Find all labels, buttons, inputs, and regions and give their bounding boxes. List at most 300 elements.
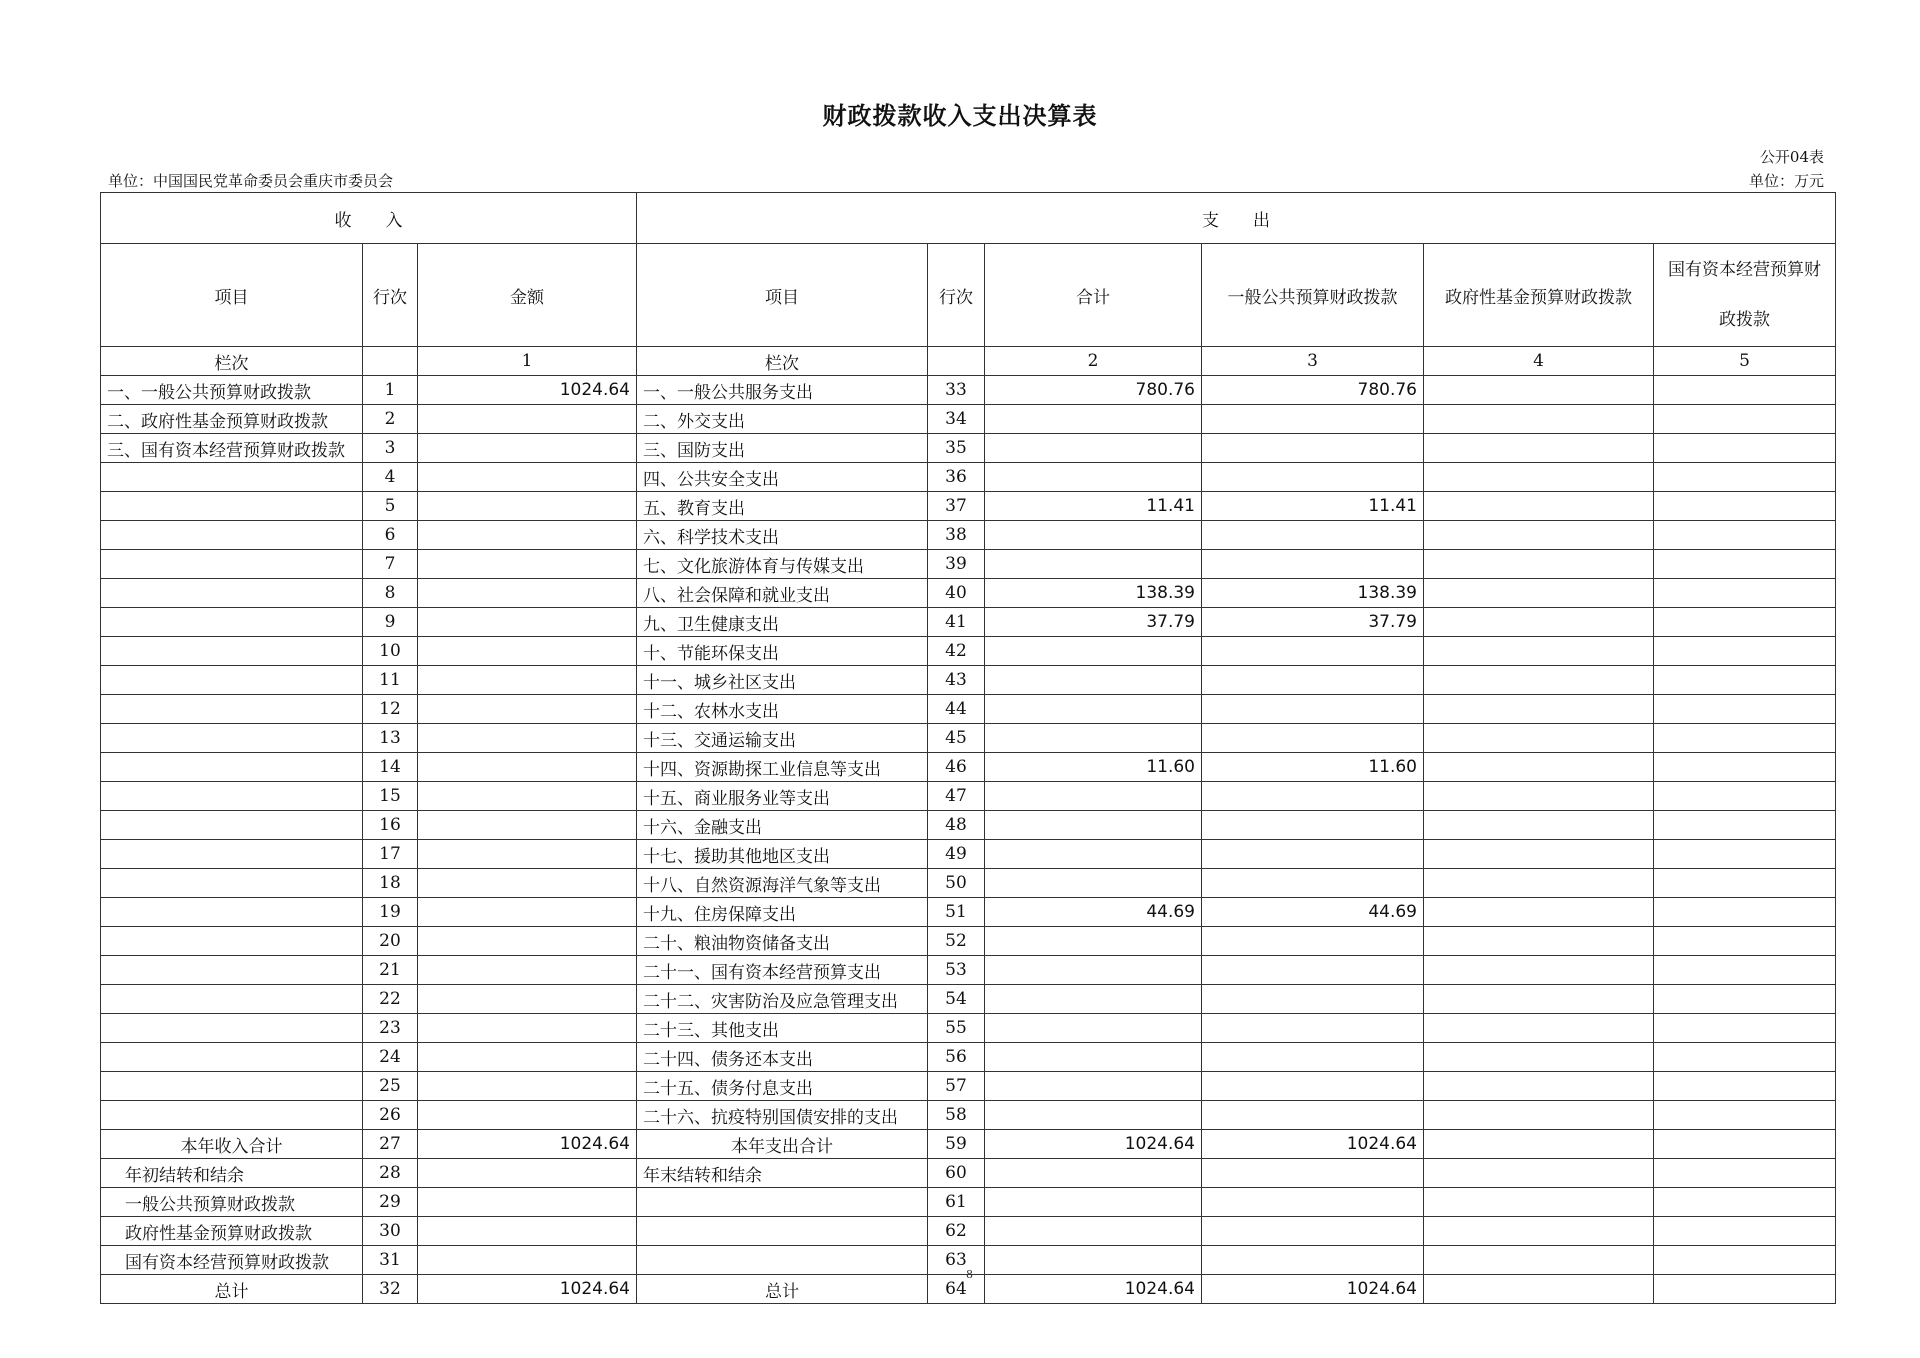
expense-line-cell: 60 [928,1159,985,1188]
expense-item-cell: 十、节能环保支出 [637,637,928,666]
expense-item-cell: 十六、金融支出 [637,811,928,840]
expense-item-cell: 一、一般公共服务支出 [637,376,928,405]
soe-budget-cell [1654,550,1836,579]
income-item-cell [101,985,363,1014]
income-item-cell: 一、一般公共预算财政拨款 [101,376,363,405]
soe-budget-cell [1654,956,1836,985]
general-budget-cell [1202,782,1424,811]
soe-budget-cell [1654,1217,1836,1246]
expense-line-cell: 36 [928,463,985,492]
fund-budget-cell [1424,1043,1654,1072]
income-line-cell: 20 [363,927,418,956]
soe-budget-cell [1654,1159,1836,1188]
income-line-cell: 15 [363,782,418,811]
expense-line-cell: 48 [928,811,985,840]
income-amount-cell [418,1246,637,1275]
income-amount-cell [418,956,637,985]
general-budget-cell [1202,1101,1424,1130]
total-cell [985,1159,1202,1188]
table-row [101,579,1836,608]
income-line-cell: 27 [363,1130,418,1159]
expense-item-cell: 年末结转和结余 [637,1159,928,1188]
soe-budget-cell [1654,840,1836,869]
expense-item-cell: 四、公共安全支出 [637,463,928,492]
appropriation-table [100,192,1836,1304]
expense-line-cell: 56 [928,1043,985,1072]
expense-item-cell: 十三、交通运输支出 [637,724,928,753]
general-budget-cell [1202,1072,1424,1101]
income-line-cell: 1 [363,376,418,405]
fund-budget-cell [1424,782,1654,811]
fund-budget-cell [1424,927,1654,956]
table-row [101,637,1836,666]
income-item-cell [101,463,363,492]
income-line-cell: 17 [363,840,418,869]
income-line-cell: 10 [363,637,418,666]
soe-budget-cell [1654,1014,1836,1043]
expense-item-cell [637,1217,928,1246]
expense-line-cell: 58 [928,1101,985,1130]
fund-budget-cell [1424,898,1654,927]
income-line-cell: 4 [363,463,418,492]
income-item-cell [101,1101,363,1130]
table-row [101,1043,1836,1072]
fund-budget-cell [1424,550,1654,579]
income-item-cell [101,608,363,637]
expense-line-cell: 59 [928,1130,985,1159]
income-amount-cell [418,463,637,492]
expense-item-cell: 二十五、债务付息支出 [637,1072,928,1101]
income-amount-cell [418,666,637,695]
page-title: 财政拨款收入支出决算表 [822,101,1098,130]
summary-row [101,1188,1836,1217]
general-budget-cell [1202,1043,1424,1072]
income-line-cell: 22 [363,985,418,1014]
income-item-cell [101,1014,363,1043]
income-line-cell: 3 [363,434,418,463]
total-cell [985,405,1202,434]
fund-budget-cell [1424,956,1654,985]
table-row [101,869,1836,898]
soe-budget-cell [1654,724,1836,753]
table-row [101,521,1836,550]
total-cell [985,724,1202,753]
total-cell: 1024.64 [985,1275,1202,1304]
general-budget-cell [1202,637,1424,666]
income-amount-cell [418,550,637,579]
income-line-cell: 6 [363,521,418,550]
general-budget-cell [1202,1246,1424,1275]
income-amount-cell [418,1014,637,1043]
general-budget-header: 一般公共预算财政拨款 [1202,244,1424,347]
fund-budget-cell [1424,376,1654,405]
expense-line-cell: 52 [928,927,985,956]
income-item-cell [101,840,363,869]
table-row [101,811,1836,840]
total-cell [985,550,1202,579]
total-cell: 11.41 [985,492,1202,521]
income-line-cell: 19 [363,898,418,927]
income-line-cell: 5 [363,492,418,521]
income-item-cell [101,898,363,927]
soe-budget-cell [1654,1188,1836,1217]
expense-line-cell: 61 [928,1188,985,1217]
expense-line-cell: 54 [928,985,985,1014]
expense-item-cell: 二十一、国有资本经营预算支出 [637,956,928,985]
income-item-cell [101,579,363,608]
income-item-cell: 二、政府性基金预算财政拨款 [101,405,363,434]
expense-line-cell: 40 [928,579,985,608]
table-row [101,985,1836,1014]
general-budget-cell: 780.76 [1202,376,1424,405]
fund-budget-cell [1424,840,1654,869]
soe-budget-cell [1654,637,1836,666]
income-item-cell: 一般公共预算财政拨款 [101,1188,363,1217]
expense-line-cell: 63 [928,1246,985,1275]
expense-line-cell: 39 [928,550,985,579]
total-cell [985,1188,1202,1217]
summary-row [101,1130,1836,1159]
expense-line-cell: 64 [928,1275,985,1304]
table-row [101,1014,1836,1043]
total-cell [985,666,1202,695]
table-row [101,434,1836,463]
form-code: 公开04表 [1759,148,1824,166]
income-amount-cell: 1024.64 [418,1130,637,1159]
expense-line-cell: 53 [928,956,985,985]
expense-line-cell: 47 [928,782,985,811]
income-line-cell: 25 [363,1072,418,1101]
expense-item-cell: 二十四、债务还本支出 [637,1043,928,1072]
income-amount-cell [418,898,637,927]
expense-line-cell: 33 [928,376,985,405]
fund-budget-cell [1424,869,1654,898]
income-amount-cell [418,579,637,608]
table-row [101,405,1836,434]
soe-budget-cell [1654,811,1836,840]
table-row [101,1101,1836,1130]
column-index-fund: 4 [1424,347,1654,376]
income-amount-cell [418,782,637,811]
expense-line-cell: 38 [928,521,985,550]
general-budget-cell: 138.39 [1202,579,1424,608]
income-item-cell [101,492,363,521]
soe-budget-cell [1654,492,1836,521]
soe-budget-cell [1654,463,1836,492]
income-item-cell [101,666,363,695]
soe-budget-cell [1654,521,1836,550]
total-cell: 1024.64 [985,1130,1202,1159]
total-cell [985,521,1202,550]
fund-budget-cell [1424,811,1654,840]
general-budget-cell [1202,550,1424,579]
expense-line-cell: 45 [928,724,985,753]
expense-line-header: 行次 [928,244,985,347]
table-row [101,840,1836,869]
table-row [101,782,1836,811]
income-item-cell [101,811,363,840]
income-line-cell: 21 [363,956,418,985]
general-budget-cell [1202,666,1424,695]
total-cell [985,927,1202,956]
total-cell [985,434,1202,463]
income-amount-cell [418,1159,637,1188]
total-cell [985,1014,1202,1043]
income-item-cell [101,521,363,550]
fund-budget-cell [1424,753,1654,782]
general-budget-cell [1202,695,1424,724]
table-row [101,492,1836,521]
income-amount-cell [418,608,637,637]
table-row [101,724,1836,753]
total-cell: 780.76 [985,376,1202,405]
income-amount-cell [418,753,637,782]
total-cell [985,695,1202,724]
income-item-cell [101,1043,363,1072]
income-item-cell: 本年收入合计 [101,1130,363,1159]
table-row [101,463,1836,492]
expense-item-cell: 八、社会保障和就业支出 [637,579,928,608]
fund-budget-cell [1424,405,1654,434]
income-amount-cell [418,985,637,1014]
column-index-label-left: 栏次 [101,347,363,376]
fund-budget-cell [1424,1101,1654,1130]
expense-item-cell: 二十二、灾害防治及应急管理支出 [637,985,928,1014]
soe-budget-cell [1654,376,1836,405]
table-row [101,1072,1836,1101]
expense-line-cell: 49 [928,840,985,869]
expense-item-cell: 十九、住房保障支出 [637,898,928,927]
expense-item-cell: 十八、自然资源海洋气象等支出 [637,869,928,898]
income-section-header: 收 入 [101,193,637,244]
fund-budget-cell [1424,1072,1654,1101]
column-index-income-amount: 1 [418,347,637,376]
general-budget-cell [1202,405,1424,434]
soe-budget-cell [1654,695,1836,724]
expense-line-cell: 41 [928,608,985,637]
soe-budget-cell [1654,753,1836,782]
income-item-header: 项目 [101,244,363,347]
expense-line-cell: 34 [928,405,985,434]
total-cell [985,1101,1202,1130]
table-row [101,376,1836,405]
fund-budget-cell [1424,1130,1654,1159]
soe-budget-cell [1654,898,1836,927]
total-cell [985,1217,1202,1246]
total-cell: 138.39 [985,579,1202,608]
income-item-cell [101,869,363,898]
table-row [101,927,1836,956]
fund-budget-cell [1424,637,1654,666]
general-budget-cell [1202,1159,1424,1188]
income-line-cell: 31 [363,1246,418,1275]
income-amount-cell [418,1188,637,1217]
income-amount-cell [418,695,637,724]
general-budget-cell: 44.69 [1202,898,1424,927]
income-line-cell: 16 [363,811,418,840]
soe-budget-cell [1654,782,1836,811]
expense-item-cell: 二十、粮油物资储备支出 [637,927,928,956]
expense-item-cell: 七、文化旅游体育与传媒支出 [637,550,928,579]
general-budget-cell [1202,724,1424,753]
general-budget-cell [1202,927,1424,956]
column-index-label-right: 栏次 [637,347,928,376]
general-budget-cell [1202,811,1424,840]
general-budget-cell [1202,1014,1424,1043]
total-cell [985,463,1202,492]
expense-line-cell: 62 [928,1217,985,1246]
income-line-cell: 7 [363,550,418,579]
table-row [101,550,1836,579]
total-cell [985,869,1202,898]
fund-budget-header: 政府性基金预算财政拨款 [1424,244,1654,347]
expense-item-cell: 二十三、其他支出 [637,1014,928,1043]
expense-line-cell: 51 [928,898,985,927]
income-item-cell [101,927,363,956]
general-budget-cell [1202,869,1424,898]
total-header: 合计 [985,244,1202,347]
income-item-cell [101,724,363,753]
soe-budget-cell [1654,927,1836,956]
income-line-cell: 23 [363,1014,418,1043]
column-index-empty [363,347,418,376]
income-item-cell [101,753,363,782]
fund-budget-cell [1424,666,1654,695]
expense-item-cell: 十一、城乡社区支出 [637,666,928,695]
expense-item-cell: 本年支出合计 [637,1130,928,1159]
soe-budget-cell [1654,434,1836,463]
general-budget-cell [1202,840,1424,869]
income-amount-cell [418,637,637,666]
income-amount-cell: 1024.64 [418,1275,637,1304]
income-line-cell: 12 [363,695,418,724]
soe-budget-header: 国有资本经营预算财政拨款 [1654,244,1836,347]
income-line-cell: 14 [363,753,418,782]
income-amount-header: 金额 [418,244,637,347]
general-budget-cell [1202,1217,1424,1246]
soe-budget-cell [1654,579,1836,608]
general-budget-cell: 1024.64 [1202,1130,1424,1159]
general-budget-cell [1202,985,1424,1014]
income-amount-cell [418,811,637,840]
expense-line-cell: 44 [928,695,985,724]
income-line-cell: 9 [363,608,418,637]
fund-budget-cell [1424,1014,1654,1043]
total-cell: 37.79 [985,608,1202,637]
table-row [101,956,1836,985]
total-cell [985,811,1202,840]
income-amount-cell [418,1043,637,1072]
expense-line-cell: 37 [928,492,985,521]
income-line-cell: 13 [363,724,418,753]
column-index-soe: 5 [1654,347,1836,376]
general-budget-cell [1202,521,1424,550]
total-cell [985,637,1202,666]
income-amount-cell: 1024.64 [418,376,637,405]
expense-item-cell: 十四、资源勘探工业信息等支出 [637,753,928,782]
income-amount-cell [418,1217,637,1246]
income-line-cell: 24 [363,1043,418,1072]
income-amount-cell [418,724,637,753]
soe-budget-cell [1654,1101,1836,1130]
fund-budget-cell [1424,1217,1654,1246]
income-amount-cell [418,405,637,434]
expense-item-cell: 五、教育支出 [637,492,928,521]
expense-item-cell: 二十六、抗疫特别国债安排的支出 [637,1101,928,1130]
expense-line-cell: 57 [928,1072,985,1101]
income-item-cell [101,782,363,811]
income-amount-cell [418,1072,637,1101]
unit-label: 单位：万元 [1748,172,1824,190]
expense-item-cell: 总计 [637,1275,928,1304]
table-row [101,666,1836,695]
total-cell [985,985,1202,1014]
expense-item-cell: 三、国防支出 [637,434,928,463]
income-item-cell: 国有资本经营预算财政拨款 [101,1246,363,1275]
expense-item-cell: 九、卫生健康支出 [637,608,928,637]
expense-item-cell [637,1246,928,1275]
column-index-total: 2 [985,347,1202,376]
total-cell [985,1246,1202,1275]
soe-budget-cell [1654,985,1836,1014]
fund-budget-cell [1424,434,1654,463]
general-budget-cell: 11.41 [1202,492,1424,521]
total-cell [985,782,1202,811]
fund-budget-cell [1424,579,1654,608]
general-budget-cell [1202,463,1424,492]
column-header-row [101,244,1836,347]
expense-item-cell: 十七、援助其他地区支出 [637,840,928,869]
income-line-cell: 26 [363,1101,418,1130]
soe-budget-cell [1654,405,1836,434]
page-number: 8 [966,1268,973,1281]
income-amount-cell [418,927,637,956]
summary-row [101,1217,1836,1246]
expense-line-cell: 43 [928,666,985,695]
fund-budget-cell [1424,1275,1654,1304]
soe-budget-cell [1654,608,1836,637]
income-amount-cell [418,1101,637,1130]
soe-budget-cell [1654,666,1836,695]
expense-item-header: 项目 [637,244,928,347]
general-budget-cell: 11.60 [1202,753,1424,782]
total-cell [985,1072,1202,1101]
income-line-cell: 2 [363,405,418,434]
income-line-cell: 18 [363,869,418,898]
soe-budget-cell [1654,1275,1836,1304]
expense-line-cell: 55 [928,1014,985,1043]
column-index-general: 3 [1202,347,1424,376]
income-amount-cell [418,840,637,869]
income-amount-cell [418,492,637,521]
table-row [101,753,1836,782]
general-budget-cell [1202,1188,1424,1217]
general-budget-cell [1202,434,1424,463]
soe-budget-cell [1654,1072,1836,1101]
soe-budget-cell [1654,1246,1836,1275]
fund-budget-cell [1424,521,1654,550]
section-header-row [101,193,1836,244]
income-line-cell: 8 [363,579,418,608]
table-row [101,608,1836,637]
income-amount-cell [418,869,637,898]
income-item-cell [101,956,363,985]
table-row [101,695,1836,724]
income-line-header: 行次 [363,244,418,347]
income-item-cell [101,695,363,724]
fund-budget-cell [1424,1246,1654,1275]
fund-budget-cell [1424,724,1654,753]
